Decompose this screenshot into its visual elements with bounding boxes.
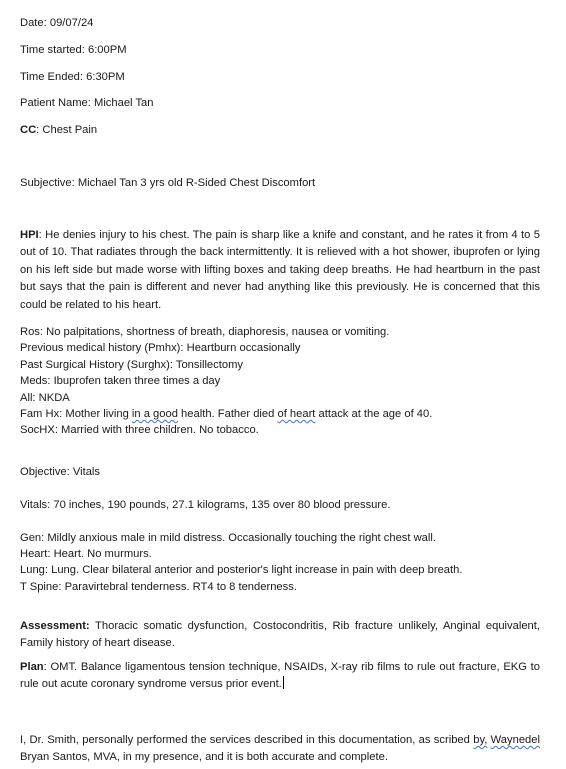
assessment-label: Assessment: xyxy=(20,620,90,632)
spelling-flag: Waynedel xyxy=(490,734,540,746)
family-history-line xyxy=(20,406,550,422)
famhx-text: attack at the age of 40. xyxy=(315,408,433,421)
cc-value: : Chest Pain xyxy=(36,124,98,136)
vitals-line: Vitals: 70 inches, 190 pounds, 27.1 kilograms, 135 over 80 blood pressure. xyxy=(20,499,391,511)
chief-complaint-line xyxy=(20,123,97,137)
assessment-paragraph xyxy=(20,618,540,653)
lung-line: Lung: Lung. Clear bilateral anterior and posterior's light increase in pain with deep breath. xyxy=(20,564,463,577)
hpi-text: : He denies injury to his chest. The pain is sharp like a knife and constant, and he rates it from 4 to 5 out of 10. That radiates through the back intermittently. It is relieved with a hot shower, ibuprofen or lying on his left side but made worse with lifting boxes and taking deep breaths. He had heartburn in the past but says that the pain is different and never had anything like this previously. He is concerned that this could be related to his heart. xyxy=(20,229,540,311)
meds-line: Meds: Ibuprofen taken three times a day xyxy=(20,375,221,388)
exam-section xyxy=(20,530,550,595)
gen-line: Gen: Mildly anxious male in mild distress. Occasionally touching the right chest wall. xyxy=(20,532,436,544)
subjective-line: Subjective: Michael Tan 3 yrs old R-Sided Chest Discomfort xyxy=(20,177,316,189)
time-ended-line: Time Ended: 6:30PM xyxy=(20,71,125,83)
objective-heading: Objective: Vitals xyxy=(20,466,101,478)
hpi-label: HPI xyxy=(20,229,39,241)
heart-line: Heart: Heart. No murmurs. xyxy=(20,548,152,561)
ros-line: Ros: No palpitations, shortness of breath, diaphoresis, nausea or vomiting. xyxy=(20,326,390,338)
plan-text: : OMT. Balance ligamentous tension technique, NSAIDs, X-ray rib films to rule out fracture, EKG to rule out acute coronary syndrome versus prior event. xyxy=(20,661,540,691)
grammar-flag: by, xyxy=(473,734,488,746)
grammar-flag: in a good xyxy=(131,408,178,421)
tspine-line: T Spine: Paravirtebral tenderness. RT4 to 8 tenderness. xyxy=(20,580,297,593)
text-cursor xyxy=(283,676,284,689)
famhx-text: health. Father died xyxy=(177,408,278,421)
date-line: Date: 09/07/24 xyxy=(20,17,94,29)
plan-label: Plan xyxy=(20,661,44,673)
history-section xyxy=(20,324,550,439)
pmhx-line: Previous medical history (Pmhx): Heartburn occasionally xyxy=(20,342,301,355)
attestation-paragraph xyxy=(20,732,540,767)
allergies-line: All: NKDA xyxy=(20,391,70,404)
time-started-line: Time started: 6:00PM xyxy=(20,44,127,56)
famhx-text: Fam Hx: Mother living xyxy=(20,408,132,421)
grammar-flag: of heart xyxy=(277,408,316,421)
plan-paragraph[interactable] xyxy=(20,659,540,694)
hpi-paragraph xyxy=(20,227,540,314)
social-history-line: SocHX: Married with three children. No tobacco. xyxy=(20,424,259,437)
cc-label: CC xyxy=(20,124,37,136)
patient-name-line: Patient Name: Michael Tan xyxy=(20,97,154,109)
attestation-text: Bryan Santos, MVA, in my presence, and it is both accurate and complete. xyxy=(20,751,388,764)
surghx-line: Past Surgical History (Surghx): Tonsillectomy xyxy=(20,358,243,371)
assessment-text: Thoracic somatic dysfunction, Costocondritis, Rib fracture unlikely, Anginal equivalent, Family history of heart disease. xyxy=(20,620,540,650)
attestation-text: I, Dr. Smith, personally performed the services described in this documentation, as scribed xyxy=(20,734,474,746)
